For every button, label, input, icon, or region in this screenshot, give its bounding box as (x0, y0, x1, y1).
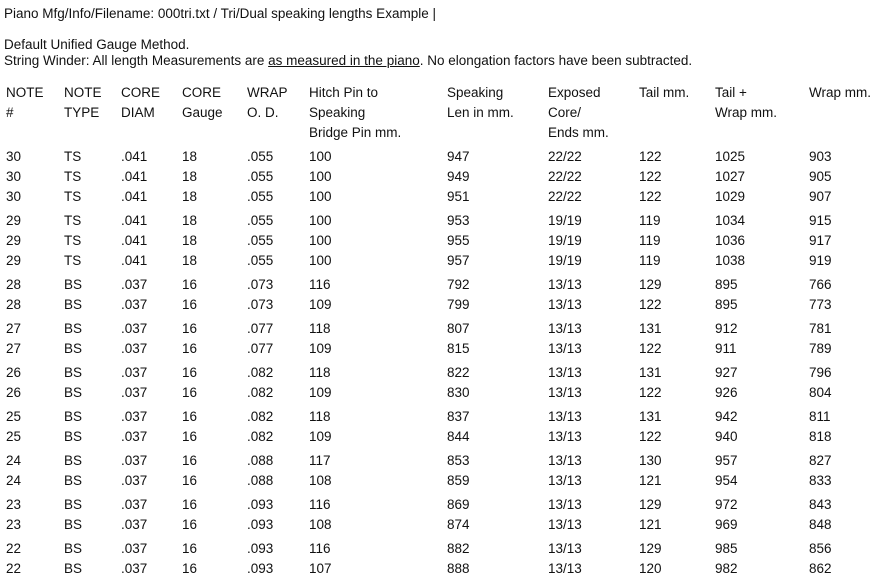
table-cell: .041 (121, 169, 148, 184)
table-cell: .055 (247, 213, 274, 228)
table-cell: TS (64, 253, 82, 268)
table-cell: .041 (121, 253, 148, 268)
table-cell: TS (64, 189, 82, 204)
table-cell: 953 (447, 213, 470, 228)
table-cell: 29 (6, 233, 22, 248)
table-cell: 13/13 (548, 385, 582, 400)
table-cell: 837 (447, 409, 470, 424)
table-cell: TS (64, 233, 82, 248)
table-cell: BS (64, 473, 83, 488)
table-cell: 100 (309, 189, 332, 204)
table-cell: 22/22 (548, 189, 582, 204)
table-cell: 804 (809, 385, 832, 400)
table-cell: 16 (182, 453, 198, 468)
table-cell: TS (64, 149, 82, 164)
table-cell: 129 (639, 541, 662, 556)
header-line: Gauge (182, 105, 223, 120)
table-cell: 29 (6, 213, 22, 228)
header-line: Tail mm. (639, 85, 690, 100)
table-cell: 1034 (715, 213, 746, 228)
table-cell: 927 (715, 365, 738, 380)
table-row (0, 319, 876, 339)
table-cell: 848 (809, 517, 832, 532)
table-cell: 781 (809, 321, 832, 336)
table-cell: 13/13 (548, 277, 582, 292)
winder-note-suffix: . No elongation factors have been subtracted. (419, 53, 693, 68)
table-cell: 16 (182, 385, 198, 400)
table-cell: .082 (247, 409, 274, 424)
table-cell: 119 (639, 213, 661, 228)
table-cell: 955 (447, 233, 470, 248)
table-cell: .093 (247, 561, 274, 576)
table-cell: 122 (639, 169, 662, 184)
table-cell: 905 (809, 169, 832, 184)
table-cell: 811 (809, 409, 831, 424)
string-winder-note (4, 53, 692, 69)
table-cell: BS (64, 517, 83, 532)
table-cell: 926 (715, 385, 738, 400)
table-cell: 108 (309, 473, 332, 488)
table-cell: 109 (309, 297, 332, 312)
header-exposed-core (548, 83, 609, 143)
table-cell: BS (64, 365, 83, 380)
table-cell: 13/13 (548, 365, 582, 380)
table-cell: 18 (182, 213, 198, 228)
table-cell: 942 (715, 409, 738, 424)
table-cell: .037 (121, 429, 148, 444)
table-cell: .037 (121, 409, 148, 424)
header-line: Tail + (715, 85, 747, 100)
table-cell: 122 (639, 189, 662, 204)
table-cell: 1029 (715, 189, 746, 204)
table-cell: 827 (809, 453, 832, 468)
table-cell: 796 (809, 365, 832, 380)
table-cell: 18 (182, 169, 198, 184)
table-cell: 30 (6, 169, 22, 184)
table-cell: .082 (247, 385, 274, 400)
table-cell: TS (64, 213, 82, 228)
header-line: NOTE (64, 85, 102, 100)
table-cell: 22/22 (548, 169, 582, 184)
winder-note-underlined: as measured in the piano (268, 53, 420, 68)
table-cell: 13/13 (548, 517, 582, 532)
table-cell: 16 (182, 541, 198, 556)
table-cell: 118 (309, 365, 331, 380)
table-cell: 108 (309, 517, 332, 532)
table-cell: 856 (809, 541, 832, 556)
table-cell: 972 (715, 497, 738, 512)
table-row (0, 559, 876, 579)
table-cell: BS (64, 277, 83, 292)
table-cell: 862 (809, 561, 832, 576)
table-cell: 16 (182, 497, 198, 512)
header-core-gauge (182, 83, 223, 123)
table-cell: 30 (6, 189, 22, 204)
table-cell: 100 (309, 253, 332, 268)
table-cell: .041 (121, 149, 148, 164)
table-cell: 815 (447, 341, 470, 356)
table-cell: 109 (309, 341, 332, 356)
table-cell: 789 (809, 341, 832, 356)
table-row (0, 515, 876, 535)
table-cell: 19/19 (548, 213, 582, 228)
table-row (0, 383, 876, 403)
table-cell: 985 (715, 541, 738, 556)
table-cell: 1027 (715, 169, 746, 184)
table-row (0, 187, 876, 207)
table-cell: 792 (447, 277, 470, 292)
table-cell: 18 (182, 149, 198, 164)
table-cell: BS (64, 497, 83, 512)
document-title: Piano Mfg/Info/Filename: 000tri.txt / Tri/Dual speaking lengths Example | (4, 6, 436, 21)
table-cell: 122 (639, 385, 662, 400)
table-cell: 129 (639, 497, 662, 512)
table-cell: 843 (809, 497, 832, 512)
table-cell: 912 (715, 321, 738, 336)
table-cell: .037 (121, 473, 148, 488)
table-cell: 16 (182, 473, 198, 488)
header-speaking-len (447, 83, 514, 123)
header-tail-wrap (715, 83, 777, 123)
table-cell: 131 (639, 409, 662, 424)
table-cell: .082 (247, 429, 274, 444)
header-line: CORE (182, 85, 222, 100)
table-cell: 27 (6, 341, 22, 356)
header-wrap (809, 83, 871, 103)
table-cell: BS (64, 321, 83, 336)
table-row (0, 407, 876, 427)
table-cell: 799 (447, 297, 470, 312)
table-cell: .093 (247, 497, 274, 512)
table-cell: 16 (182, 429, 198, 444)
table-cell: 982 (715, 561, 738, 576)
table-cell: 853 (447, 453, 470, 468)
header-line: # (6, 105, 14, 120)
table-row (0, 495, 876, 515)
header-line: Wrap mm. (715, 105, 778, 120)
table-cell: 129 (639, 277, 662, 292)
table-cell: 13/13 (548, 541, 582, 556)
header-line: NOTE (6, 85, 44, 100)
header-note-number (6, 83, 44, 123)
table-cell: 13/13 (548, 473, 582, 488)
table-cell: 773 (809, 297, 832, 312)
table-cell: 874 (447, 517, 470, 532)
header-line: Bridge Pin mm. (309, 125, 402, 140)
table-cell: 130 (639, 453, 662, 468)
table-cell: 24 (6, 473, 22, 488)
table-cell: .077 (247, 341, 274, 356)
table-cell: 949 (447, 169, 470, 184)
table-cell: 100 (309, 213, 332, 228)
table-cell: 116 (309, 497, 331, 512)
table-cell: 19/19 (548, 233, 582, 248)
table-cell: .037 (121, 341, 148, 356)
table-cell: .037 (121, 277, 148, 292)
table-cell: 818 (809, 429, 832, 444)
table-cell: .041 (121, 189, 148, 204)
table-cell: .037 (121, 561, 148, 576)
table-cell: .055 (247, 169, 274, 184)
table-cell: 100 (309, 233, 332, 248)
table-row (0, 231, 876, 251)
table-cell: 122 (639, 149, 662, 164)
table-cell: 18 (182, 233, 198, 248)
table-cell: .082 (247, 365, 274, 380)
table-cell: 25 (6, 429, 22, 444)
table-cell: 13/13 (548, 341, 582, 356)
table-row (0, 451, 876, 471)
table-cell: .093 (247, 517, 274, 532)
table-cell: 954 (715, 473, 738, 488)
table-cell: .037 (121, 453, 148, 468)
header-line: WRAP (247, 85, 288, 100)
table-cell: 807 (447, 321, 470, 336)
header-line: TYPE (64, 105, 100, 120)
table-cell: .073 (247, 297, 274, 312)
table-cell: 120 (639, 561, 662, 576)
table-cell: 27 (6, 321, 22, 336)
gauge-method-note: Default Unified Gauge Method. (4, 37, 190, 52)
table-cell: 19/19 (548, 253, 582, 268)
table-cell: 116 (309, 277, 331, 292)
table-cell: 1025 (715, 149, 746, 164)
table-cell: BS (64, 385, 83, 400)
table-cell: .037 (121, 517, 148, 532)
table-cell: .093 (247, 541, 274, 556)
table-cell: BS (64, 297, 83, 312)
table-cell: 107 (309, 561, 332, 576)
table-cell: 969 (715, 517, 738, 532)
header-tail (639, 83, 689, 103)
table-cell: 16 (182, 341, 198, 356)
table-cell: BS (64, 341, 83, 356)
table-cell: 957 (447, 253, 470, 268)
table-cell: .077 (247, 321, 274, 336)
table-cell: 869 (447, 497, 470, 512)
table-cell: 16 (182, 365, 198, 380)
table-cell: .088 (247, 453, 274, 468)
table-cell: 26 (6, 365, 22, 380)
table-row (0, 147, 876, 167)
table-row (0, 211, 876, 231)
header-hitch-pin (309, 83, 401, 143)
table-cell: 903 (809, 149, 832, 164)
table-cell: .055 (247, 233, 274, 248)
table-cell: 13/13 (548, 321, 582, 336)
table-row (0, 363, 876, 383)
table-cell: 23 (6, 497, 22, 512)
table-cell: 100 (309, 149, 332, 164)
table-cell: 1038 (715, 253, 746, 268)
table-cell: 28 (6, 297, 22, 312)
table-cell: 888 (447, 561, 470, 576)
table-cell: 13/13 (548, 297, 582, 312)
table-row (0, 167, 876, 187)
table-cell: .037 (121, 321, 148, 336)
table-cell: 13/13 (548, 561, 582, 576)
table-cell: BS (64, 561, 83, 576)
table-cell: 16 (182, 517, 198, 532)
table-cell: 122 (639, 341, 662, 356)
table-cell: 24 (6, 453, 22, 468)
table-cell: 919 (809, 253, 832, 268)
table-cell: .088 (247, 473, 274, 488)
header-note-type (64, 83, 102, 123)
table-cell: 119 (639, 233, 661, 248)
table-cell: 29 (6, 253, 22, 268)
table-cell: 119 (639, 253, 661, 268)
table-cell: TS (64, 169, 82, 184)
table-cell: 822 (447, 365, 470, 380)
table-cell: BS (64, 409, 83, 424)
table-cell: 882 (447, 541, 470, 556)
table-cell: BS (64, 541, 83, 556)
table-row (0, 539, 876, 559)
table-row (0, 427, 876, 447)
table-cell: 131 (639, 365, 662, 380)
table-cell: 30 (6, 149, 22, 164)
table-cell: 121 (639, 517, 662, 532)
table-cell: 16 (182, 277, 198, 292)
table-cell: 23 (6, 517, 22, 532)
header-line: CORE (121, 85, 161, 100)
table-cell: 117 (309, 453, 331, 468)
table-cell: 830 (447, 385, 470, 400)
table-cell: 895 (715, 277, 738, 292)
table-cell: 109 (309, 385, 332, 400)
header-wrap-od (247, 83, 288, 123)
table-cell: .037 (121, 541, 148, 556)
winder-note-prefix: String Winder: All length Measurements are (4, 53, 269, 68)
table-cell: BS (64, 453, 83, 468)
table-cell: 116 (309, 541, 331, 556)
table-row (0, 251, 876, 271)
table-cell: 26 (6, 385, 22, 400)
table-cell: 118 (309, 409, 331, 424)
table-cell: 911 (715, 341, 737, 356)
header-core-diam (121, 83, 160, 123)
header-line: Hitch Pin to (309, 85, 379, 100)
table-cell: 947 (447, 149, 470, 164)
table-cell: 844 (447, 429, 470, 444)
header-line: Core/ (548, 105, 582, 120)
table-body (0, 147, 876, 579)
table-cell: 122 (639, 429, 662, 444)
table-cell: .037 (121, 497, 148, 512)
header-line: Exposed (548, 85, 601, 100)
table-cell: BS (64, 429, 83, 444)
table-row (0, 339, 876, 359)
table-cell: 121 (639, 473, 662, 488)
header-line: Speaking (309, 105, 366, 120)
table-cell: 13/13 (548, 409, 582, 424)
table-cell: .041 (121, 213, 148, 228)
header-line: Speaking (447, 85, 504, 100)
table-cell: 18 (182, 189, 198, 204)
table-cell: 22 (6, 561, 22, 576)
table-cell: 1036 (715, 233, 746, 248)
table-cell: 13/13 (548, 497, 582, 512)
table-cell: 16 (182, 561, 198, 576)
table-cell: 915 (809, 213, 832, 228)
header-line: Ends mm. (548, 125, 609, 140)
table-cell: 833 (809, 473, 832, 488)
table-cell: .055 (247, 253, 274, 268)
table-cell: 118 (309, 321, 331, 336)
table-cell: 13/13 (548, 453, 582, 468)
table-cell: 957 (715, 453, 738, 468)
table-cell: 917 (809, 233, 832, 248)
table-row (0, 275, 876, 295)
table-cell: 109 (309, 429, 332, 444)
table-cell: .037 (121, 385, 148, 400)
table-row (0, 471, 876, 491)
header-line: Wrap mm. (809, 85, 872, 100)
table-cell: 859 (447, 473, 470, 488)
table-cell: 766 (809, 277, 832, 292)
table-cell: 22 (6, 541, 22, 556)
table-cell: 28 (6, 277, 22, 292)
header-line: DIAM (121, 105, 155, 120)
table-cell: 100 (309, 169, 332, 184)
table-cell: 940 (715, 429, 738, 444)
table-cell: 895 (715, 297, 738, 312)
table-cell: 25 (6, 409, 22, 424)
header-line: O. D. (247, 105, 279, 120)
table-cell: .037 (121, 365, 148, 380)
table-cell: 16 (182, 409, 198, 424)
table-cell: .037 (121, 297, 148, 312)
table-cell: 951 (447, 189, 470, 204)
table-cell: .073 (247, 277, 274, 292)
table-cell: .055 (247, 149, 274, 164)
table-cell: 13/13 (548, 429, 582, 444)
table-cell: 22/22 (548, 149, 582, 164)
table-cell: .055 (247, 189, 274, 204)
table-cell: .041 (121, 233, 148, 248)
table-cell: 18 (182, 253, 198, 268)
table-row (0, 295, 876, 315)
table-cell: 16 (182, 297, 198, 312)
table-cell: 131 (639, 321, 662, 336)
table-cell: 122 (639, 297, 662, 312)
table-cell: 16 (182, 321, 198, 336)
header-line: Len in mm. (447, 105, 514, 120)
table-cell: 907 (809, 189, 832, 204)
